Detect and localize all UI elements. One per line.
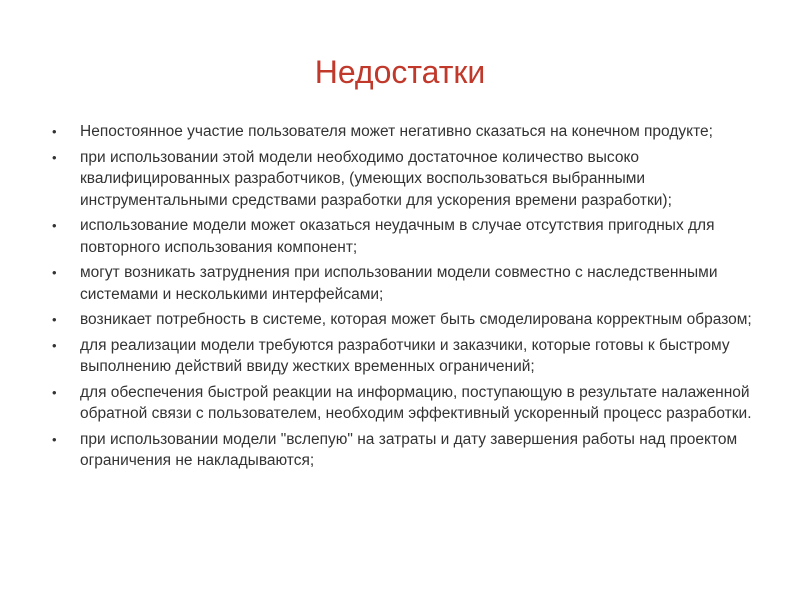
- list-item: [52, 309, 757, 331]
- list-item: [52, 215, 757, 258]
- slide-title: Недостатки: [314, 54, 486, 90]
- bullet-icon: •: [52, 218, 57, 233]
- list-item: [52, 121, 757, 143]
- list-item: [52, 429, 757, 472]
- bullet-list: [52, 121, 757, 476]
- list-item: [52, 335, 757, 378]
- bullet-text: для обеспечения быстрой реакции на информацию, поступающую в результате налаженной обратной связи с пользователем, необходим эффективный ускоренный процесс разработки.: [80, 383, 752, 422]
- list-item: [52, 147, 757, 212]
- bullet-text: могут возникать затруднения при использовании модели совместно с наследственными системами и несколькими интерфейсами;: [80, 264, 718, 303]
- bullet-icon: •: [52, 337, 57, 353]
- bullet-text: при использовании модели "вслепую" на затраты и дату завершения работы над проектом ограничения не накладываются;: [80, 430, 738, 469]
- bullet-icon: •: [52, 384, 57, 400]
- bullet-icon: •: [52, 149, 57, 165]
- bullet-text: возникает потребность в системе, которая может быть смоделирована корректным образом;: [80, 311, 752, 328]
- list-item: [52, 382, 757, 425]
- bullet-text: Непостоянное участие пользователя может негативно сказаться на конечном продукте;: [80, 123, 713, 140]
- bullet-text: использование модели может оказаться неудачным в случае отсутствия пригодных для повторного использования компонент;: [80, 217, 715, 256]
- bullet-icon: •: [52, 431, 57, 447]
- bullet-icon: •: [52, 265, 57, 280]
- bullet-icon: •: [52, 124, 57, 139]
- bullet-icon: •: [52, 312, 57, 327]
- list-item: [52, 262, 757, 305]
- bullet-text: для реализации модели требуются разработчики и заказчики, которые готовы к быстрому выполнению действий ввиду жестких временных ограничений;: [80, 336, 730, 375]
- bullet-text: при использовании этой модели необходимо достаточное количество высоко квалифицированных разработчиков, (умеющих воспользоваться выбранными инструментальными средствами разработки для ускорения времени разработки);: [80, 148, 672, 209]
